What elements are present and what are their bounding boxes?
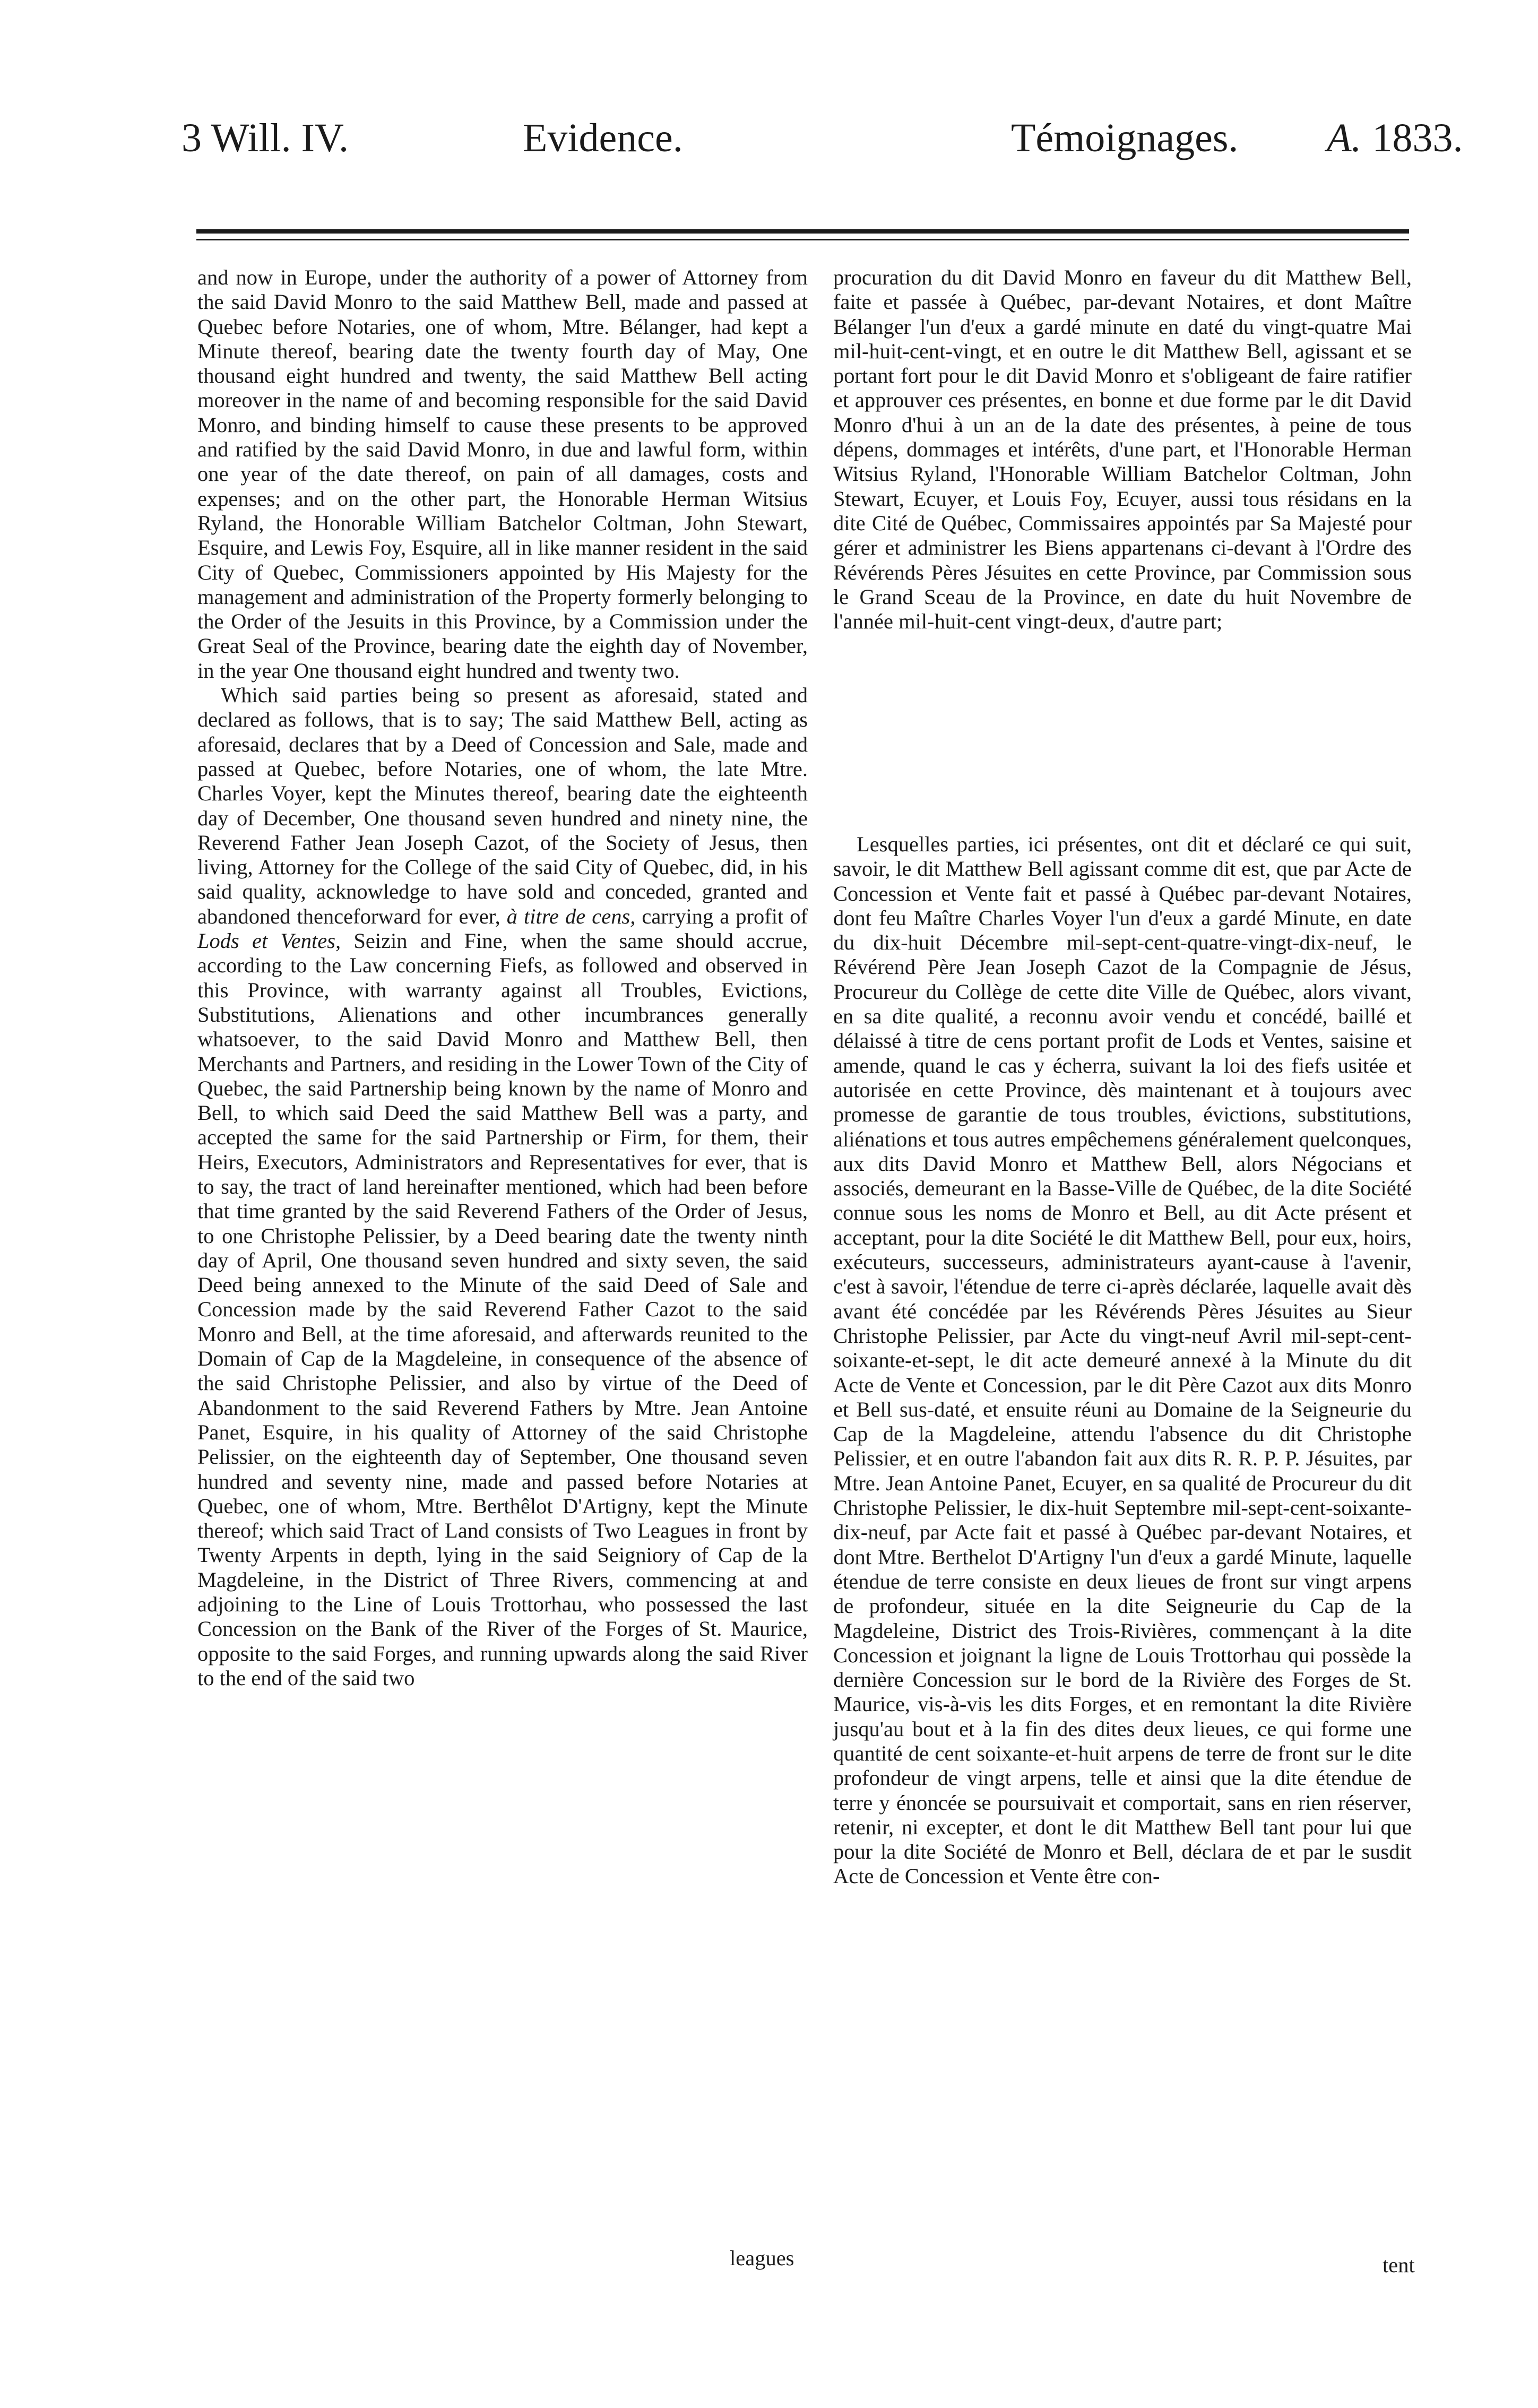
english-p2-text-a: Which said parties being so present as aforesaid, stated and declared as follows, that is to say; The said Matthew Bell, acting as aforesaid, declares that by a Deed of Concession and Sale, made and passed at Quebec, before Notaries, one of whom, the late Mtre. Charles Voyer, kept the Minutes thereof, bearing date the eighteenth day of December, One thousand seven hundred and ninety nine, the Reverend Father Jean Joseph Cazot, of the Society of Jesus, then living, Attorney for the College of the said City of Quebec, did, in his said quality, acknowledge to have sold and conceded, granted and abandoned thenceforward for ever, [197, 683, 808, 928]
year-letter: A. [1327, 116, 1362, 160]
header-rule-thin [196, 239, 1409, 240]
running-head-english-title: Evidence. [523, 116, 683, 160]
english-paragraph-2 [197, 683, 808, 1690]
french-paragraph-2: Lesquelles parties, ici présentes, ont dit et déclaré ce qui suit, savoir, le dit Matthew Bell agissant comme dit est, que par Acte de Concession et Vente fait et passé à Québec par-devant Notaires, dont feu Maître Charles Voyer l'un d'eux a gardé Minute, en date du dix-huit Décembre mil-sept-cent-quatre-vingt-dix-neuf, le Révérend Père Jean Joseph Cazot de la Compagnie de Jésus, Procureur du Collège de cette dite Ville de Québec, alors vivant, en sa dite qualité, a reconnu avoir vendu et concédé, baillé et délaissé à titre de cens portant profit de Lods et Ventes, saisine et amende, quand le cas y écherra, suivant la loi des fiefs usitée et autorisée en cette Province, dès maintenant et à toujours avec promesse de garantie de tous troubles, évictions, substitutions, aliénations et tous autres empêchemens généralement quelconques, aux dits David Monro et Matthew Bell, alors Négocians et associés, demeurant en la Basse-Ville de Québec, de la dite Société connue sous les noms de Monro et Bell, au dit Acte présent et acceptant, pour la dite Société le dit Matthew Bell, pour eux, hoirs, exécuteurs, successeurs, administrateurs ayant-cause à l'avenir, c'est à savoir, l'étendue de terre ci-après déclarée, laquelle avait dès avant été concédée par les Révérends Pères Jésuites au Sieur Christophe Pelissier, par Acte du vingt-neuf Avril mil-sept-cent-soixante-et-sept, le dit acte demeuré annexé à la Minute du dit Acte de Vente et Concession, par le dit Père Cazot aux dits Monro et Bell sus-daté, et ensuite réuni au Domaine de la Seigneurie du Cap de la Magdeleine, attendu l'absence du dit Christophe Pelissier, et en outre l'abandon fait aux dits R. R. P. P. Jésuites, par Mtre. Jean Antoine Panet, Ecuyer, en sa qualité de Procureur du dit Christophe Pelissier, le dix-huit Septembre mil-sept-cent-soixante-dix-neuf, par Acte fait et passé à Québec par-devant Notaires, et dont Mtre. Berthelot D'Artigny l'un d'eux a gardé Minute, laquelle étendue de terre consiste en deux lieues de front sur vingt arpens de profondeur, située en la dite Seigneurie du Cap de la Magdeleine, District des Trois-Rivières, commençant à la dite Concession et joignant la ligne de Louis Trottorhau qui possède la dernière Concession sur le bord de la Rivière des Forges de St. Maurice, vis-à-vis les dits Forges, et en remontant la dite Rivière jusqu'au bout et à la fin des dites deux lieues, ce qui forme une quantité de cent soixante-et-huit arpens de terre de front sur le dite profondeur de vingt arpens, telle et ainsi que la dite étendue de terre y énoncée se poursuivait et comportait, sans en rien réserver, retenir, ni excepter, et dont le dit Matthew Bell tant pour lui que pour la dite Société de Monro et Bell, déclara de et par le susdit Acte de Concession et Vente être con- [833, 832, 1412, 1888]
english-p2-italic-titre-de-cens: à titre de cens, [506, 904, 636, 928]
running-head-year [1327, 109, 1463, 167]
french-catchword: tent [1383, 2253, 1415, 2277]
english-paragraph-1: and now in Europe, under the authority of a power of Attorney from the said David Monro to the said Matthew Bell, made and passed at Quebec before Notaries, one of whom, Mtre. Bélanger, had kept a Minute thereof, bearing date the twenty fourth day of May, One thousand eight hundred and twenty, the said Matthew Bell acting moreover in the name of and becoming responsible for the said David Monro, and binding himself to cause these presents to be approved and ratified by the said David Monro, in due and lawful form, within one year of the date thereof, on pain of all damages, costs and expenses; and on the other part, the Honorable Herman Witsius Ryland, the Honorable William Batchelor Coltman, John Stewart, Esquire, and Lewis Foy, Esquire, all in like manner resident in the said City of Quebec, Commissioners appointed by His Majesty for the management and administration of the Property formerly belonging to the Order of the Jesuits in this Province, by a Commission under the Great Seal of the Province, bearing date the eighth day of November, in the year One thousand eight hundred and twenty two. [197, 265, 808, 683]
english-p2-italic-lods-et-ventes: Lods et Ventes, [197, 929, 341, 953]
english-p2-text-c: Seizin and Fine, when the same should accrue, according to the Law concerning Fiefs, as followed and observed in this Province, with warranty against all Troubles, Evictions, Substitutions, Alienations and other incumbrances generally whatsoever, to the said David Monro and Matthew Bell, then Merchants and Partners, and residing in the Lower Town of the City of Quebec, the said Partnership being known by the name of Monro and Bell, to which said Deed the said Matthew Bell was a party, and accepted the same for the said Partnership or Firm, for them, their Heirs, Executors, Administrators and Representatives for ever, that is to say, the tract of land hereinafter mentioned, which had been before that time granted by the said Reverend Fathers of the Order of Jesus, to one Christophe Pelissier, by a Deed bearing date the twenty ninth day of April, One thousand seven hundred and sixty seven, the said Deed being annexed to the Minute of the said Deed of Sale and Concession made by the said Reverend Father Cazot to the said Monro and Bell, at the time aforesaid, and afterwards reunited to the Domain of Cap de la Magdeleine, in consequence of the absence of the said Christophe Pelissier, and also by virtue of the Deed of Abandonment to the said Reverend Fathers by Mtre. Jean Antoine Panet, Esquire, in his quality of Attorney of the said Christophe Pelissier, on the eighteenth day of September, One thousand seven hundred and seventy nine, made and passed before Notaries at Quebec, one of whom, Mtre. Berthêlot D'Artigny, kept the Minute thereof; which said Tract of Land consists of Two Leagues in front by Twenty Arpents in depth, lying in the said Seigniory of Cap de la Magdeleine, in the District of Three Rivers, commencing at and adjoining to the Line of Louis Trottorhau, who possessed the last Concession on the Bank of the River of the Forges of St. Maurice, opposite to the said Forges, and running upwards along the said River to the end of the said two [197, 929, 808, 1690]
header-rule-thick [196, 229, 1409, 234]
english-column [197, 265, 808, 1690]
english-p2-text-b: carrying a profit of [642, 904, 808, 928]
running-head-regnal-year: 3 Will. IV. [182, 116, 349, 160]
running-head-french-title: Témoignages. [1011, 116, 1239, 160]
french-paragraph-1: procuration du dit David Monro en faveur du dit Matthew Bell, faite et passée à Québec, par-devant Notaires, et dont Maître Bélanger l'un d'eux a gardé minute en daté du vingt-quatre Mai mil-huit-cent-vingt, et en outre le dit Matthew Bell, agissant et se portant fort pour le dit David Monro et s'obligeant de faire ratifier et approuver ces présentes, en bonne et due forme par le dit David Monro d'hui à un an de la date des présentes, à peine de tous dépens, dommages et intérêts, d'une part, et l'Honorable Herman Witsius Ryland, l'Honorable William Batchelor Coltman, John Stewart, Ecuyer, et Louis Foy, Ecuyer, aussi tous résidans en la dite Cité de Québec, Commissaires appointés par Sa Majesté pour gérer et administrer les Biens appartenans ci-devant à l'Ordre des Révérends Pères Jésuites en cette Province, par Commission sous le Grand Sceau de la Province, en date du huit Novembre de l'année mil-huit-cent vingt-deux, d'autre part; [833, 265, 1412, 634]
year-number: 1833. [1372, 116, 1463, 160]
english-catchword: leagues [730, 2246, 794, 2270]
